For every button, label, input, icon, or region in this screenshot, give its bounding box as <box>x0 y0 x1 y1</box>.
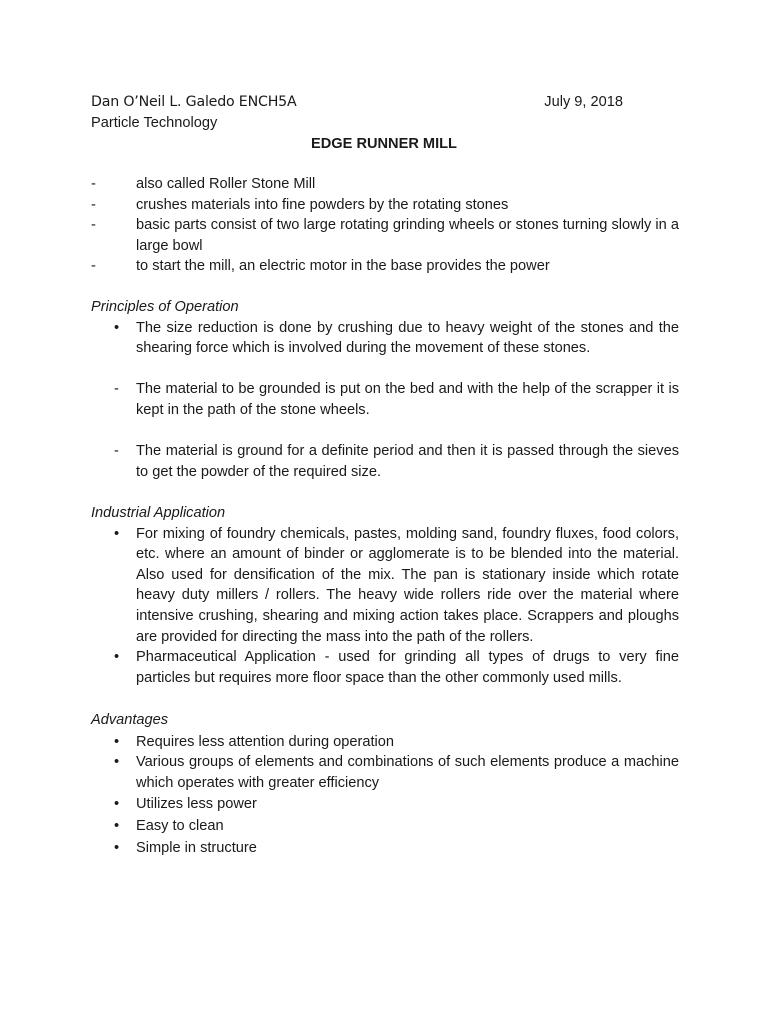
intro-section <box>91 174 679 277</box>
list-item: • For mixing of foundry chemicals, pastes, molding sand, foundry fluxes, food colors, etc. where an amount of binder or agglomerate is to be blended into the material. Also used for densification of the mix. The pan is stationary inside which rotate heavy duty millers / rollers. The heavy wide rollers ride over the material where intensive crushing, shearing and mixing action takes place. Scrappers and ploughs are provided for directing the mass into the path of the rollers. <box>91 524 679 648</box>
date: July 9, 2018 <box>544 94 623 110</box>
list-item: - The material is ground for a definite period and then it is passed through the sieves to get the powder of the required size. <box>91 441 679 482</box>
document-title <box>0 134 768 155</box>
course-name: Particle Technology <box>91 115 218 131</box>
advantages-section <box>91 710 679 858</box>
list-item: - basic parts consist of two large rotating grinding wheels or stones turning slowly in a large bowl <box>91 215 679 256</box>
list-item: • Simple in structure <box>91 838 679 859</box>
principles-list <box>91 318 679 483</box>
industrial-section <box>91 503 679 688</box>
list-item: • Utilizes less power <box>91 794 679 815</box>
header-row <box>91 92 623 113</box>
list-item: • Requires less attention during operation <box>91 732 679 753</box>
list-item: - crushes materials into fine powders by the rotating stones <box>91 195 679 216</box>
list-item: - also called Roller Stone Mill <box>91 174 679 195</box>
document-title-text: EDGE RUNNER MILL <box>311 136 457 152</box>
principles-section <box>91 297 679 482</box>
list-item: - to start the mill, an electric motor in the base provides the power <box>91 256 679 277</box>
intro-list <box>91 174 679 277</box>
section-heading-advantages: Advantages <box>91 712 169 728</box>
list-item: - The material to be grounded is put on the bed and with the help of the scrapper it is kept in the path of the stone wheels. <box>91 379 679 420</box>
list-item: • Easy to clean <box>91 816 679 837</box>
list-item: • The size reduction is done by crushing due to heavy weight of the stones and the shearing force which is involved during the movement of these stones. <box>91 318 679 359</box>
section-heading-principles: Principles of Operation <box>91 299 239 315</box>
list-item: • Pharmaceutical Application - used for grinding all types of drugs to very fine particles but requires more floor space than the other commonly used mills. <box>91 647 679 688</box>
industrial-list <box>91 524 679 689</box>
advantages-list <box>91 732 679 859</box>
section-heading-industrial: Industrial Application <box>91 505 226 521</box>
author-line: Dan O’Neil L. Galedo ENCH5A <box>91 94 297 110</box>
list-item: • Various groups of elements and combinations of such elements produce a machine which operates with greater efficiency <box>91 752 679 793</box>
